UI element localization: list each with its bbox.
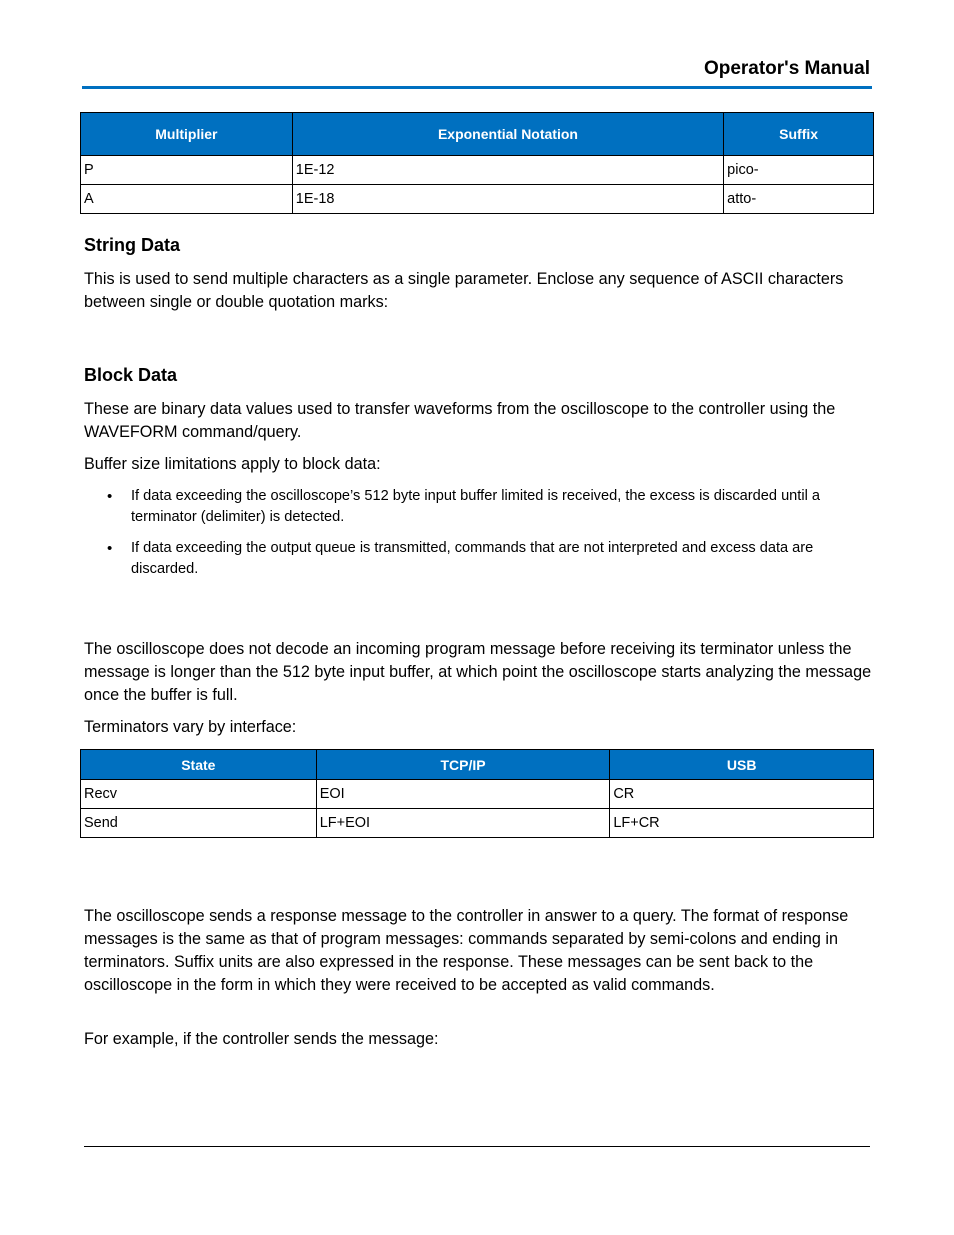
table-cell: A — [81, 185, 293, 214]
table-cell: pico- — [724, 156, 874, 185]
table-cell: Recv — [81, 780, 317, 809]
response-paragraph: The oscilloscope sends a response message to the controller in answer to a query. The format of response messages is the same as that of program messages: commands separated by semi-colons and ending in terminators. Suffix units are also expressed in the response. These messages can be sent back to the oscilloscope in the form in which they were received to be accepted as valid commands. — [84, 907, 849, 994]
table-cell: atto- — [724, 185, 874, 214]
buffer-limit-list — [84, 486, 874, 590]
block-data-heading: Block Data — [84, 365, 178, 385]
table-header-row — [81, 750, 874, 780]
list-item — [84, 538, 874, 580]
bullet-icon: • — [107, 488, 113, 505]
list-item — [84, 486, 874, 528]
string-data-paragraph: This is used to send multiple characters as a single parameter. Enclose any sequence of ASCII characters between single or double quotation marks: — [84, 270, 844, 311]
header-rule — [82, 86, 872, 89]
terminator-table — [80, 749, 874, 838]
table-row — [81, 809, 874, 838]
table-header-row — [81, 113, 874, 156]
column-header-exponential-notation: Exponential Notation — [292, 113, 723, 156]
buffer-size-paragraph: Buffer size limitations apply to block data: — [84, 455, 381, 473]
table-cell: Send — [81, 809, 317, 838]
column-header-state: State — [81, 750, 317, 780]
table-cell: P — [81, 156, 293, 185]
string-data-heading: String Data — [84, 235, 181, 255]
multiplier-table — [80, 112, 874, 214]
table-cell: LF+CR — [610, 809, 874, 838]
table-cell: 1E-12 — [292, 156, 723, 185]
column-header-suffix: Suffix — [724, 113, 874, 156]
table-cell: LF+EOI — [316, 809, 610, 838]
example-paragraph: For example, if the controller sends the message: — [84, 1030, 439, 1048]
column-header-multiplier: Multiplier — [81, 113, 293, 156]
table-cell: EOI — [316, 780, 610, 809]
page-header-title: Operator's Manual — [703, 58, 870, 79]
list-item-text: If data exceeding the output queue is transmitted, commands that are not interpreted and excess data are discarded. — [131, 540, 814, 577]
bullet-icon: • — [107, 540, 113, 557]
column-header-usb: USB — [610, 750, 874, 780]
table-cell: 1E-18 — [292, 185, 723, 214]
block-data-paragraph: These are binary data values used to transfer waveforms from the oscilloscope to the controller using the WAVEFORM command/query. — [84, 400, 836, 441]
table-row — [81, 185, 874, 214]
column-header-tcp-ip: TCP/IP — [316, 750, 610, 780]
table-cell: CR — [610, 780, 874, 809]
table-row — [81, 780, 874, 809]
terminators-vary-paragraph: Terminators vary by interface: — [84, 718, 297, 736]
table-row — [81, 156, 874, 185]
footer-rule — [84, 1146, 870, 1147]
terminator-paragraph: The oscilloscope does not decode an incoming program message before receiving its terminator unless the message is longer than the 512 byte input buffer, at which point the oscilloscope starts analyzing the message once the buffer is full. — [84, 640, 872, 704]
list-item-text: If data exceeding the oscilloscope’s 512 byte input buffer limited is received, the excess is discarded until a terminator (delimiter) is detected. — [131, 488, 821, 525]
